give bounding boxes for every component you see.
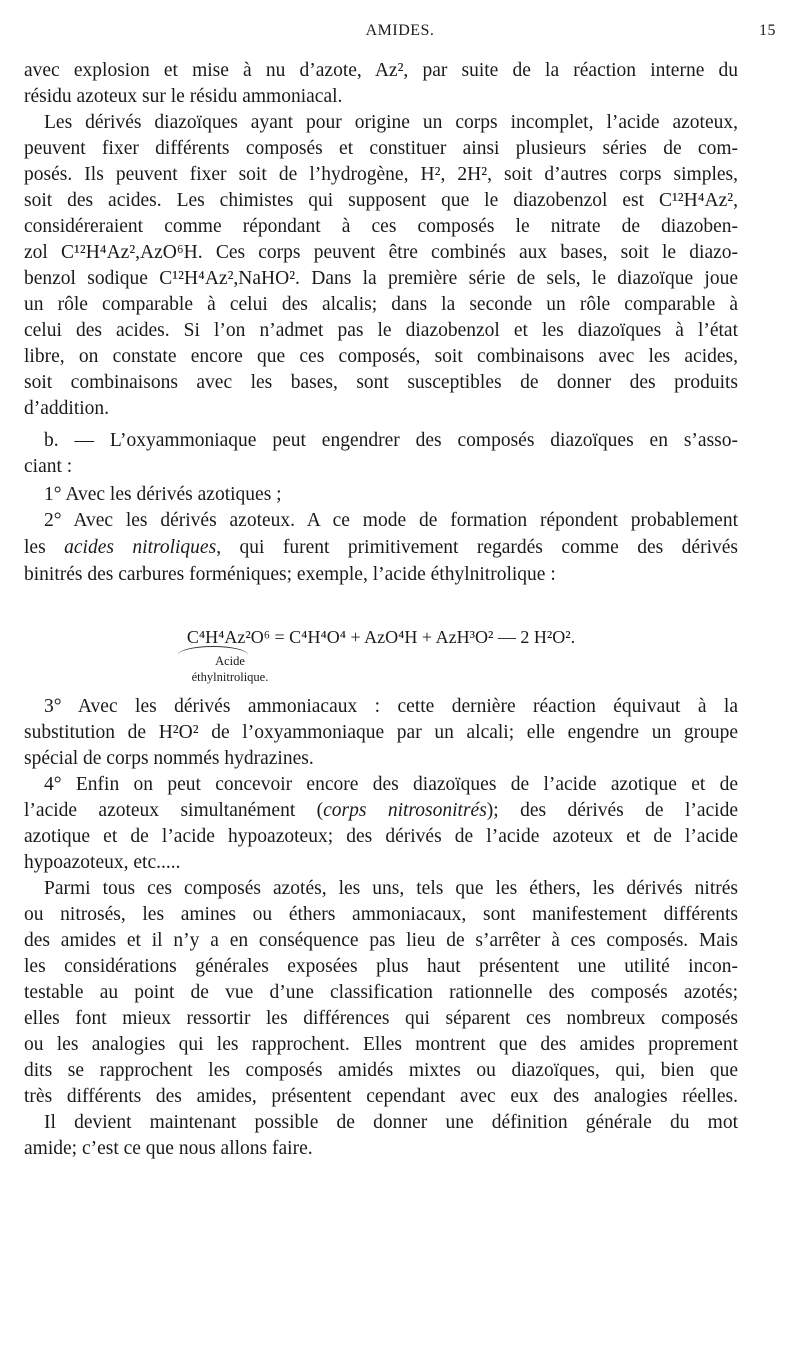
text-line: celui des acides. Si l’on n’admet pas le diazobenzol et les diazoïques à l’état — [24, 320, 738, 341]
text-line: azotique et de l’acide hypoazoteux; des dérivés de l’acide azoteux et de l’acide — [24, 826, 738, 847]
running-header — [24, 22, 776, 42]
chemical-equation: C⁴H⁴Az²O⁶ = C⁴H⁴O⁴ + AzO⁴H + AzH³O² — 2 H²O². — [186, 627, 576, 647]
text-line: soit des acides. Les chimistes qui supposent que le diazobenzol est C¹²H⁴Az², — [24, 190, 738, 211]
text-line: posés. Ils peuvent fixer soit de l’hydrogène, H², 2H², soit d’autres corps simples, — [24, 164, 738, 185]
text-line: hypoazoteux, etc..... — [24, 852, 181, 873]
text-line: avec explosion et mise à nu d’azote, Az², par suite de la réaction interne du — [24, 60, 738, 81]
text-line: testable au point de vue d’une classification rationnelle des composés azotés; — [24, 982, 738, 1003]
italic-term: corps nitrosonitrés — [323, 800, 487, 821]
text-line: considéreraient comme répondant à ces composés le nitrate de diazoben- — [24, 216, 738, 237]
equation-label: Acide éthylnitrolique. — [191, 654, 269, 684]
running-title: AMIDES. — [365, 22, 435, 39]
text-line: l’acide azoteux simultanément (corps nitrosonitrés); des dérivés de l’acide — [24, 800, 738, 821]
text-line: dits se rapprochent les composés amidés mixtes ou diazoïques, qui, bien que — [24, 1060, 738, 1081]
page-number: 15 — [759, 22, 776, 39]
text-line: des amides et il n’y a en conséquence pas lieu de s’arrêter à ces composés. Mais — [24, 930, 738, 951]
text-line: un rôle comparable à celui des alcalis; dans la seconde un rôle comparable à — [24, 294, 738, 315]
text-line: ou nitrosés, les amines ou éthers ammoniacaux, sont manifestement différents — [24, 904, 738, 925]
text-line: très différents des amides, présentent cependant avec eux des analogies réelles. — [24, 1086, 738, 1107]
text-line: résidu azoteux sur le résidu ammoniacal. — [24, 86, 343, 107]
text-line: soit combinaisons avec les bases, sont susceptibles de donner des produits — [24, 372, 738, 393]
text-line: 4° Enfin on peut concevoir encore des diazoïques de l’acide azotique et de — [44, 774, 738, 795]
text-line: substitution de H²O² de l’oxyammoniaque par un alcali; elle engendre un groupe — [24, 722, 738, 743]
text-line: ciant : — [24, 456, 73, 477]
text-line: les considérations générales exposées plus haut présentent une utilité incon- — [24, 956, 738, 977]
text-line: amide; c’est ce que nous allons faire. — [24, 1138, 313, 1159]
text-line: ou les analogies qui les rapprochent. Elles montrent que des amides proprement — [24, 1034, 738, 1055]
text-line: elles font mieux ressortir les différences qui séparent ces nombreux composés — [24, 1008, 738, 1029]
text-line: les acides nitroliques, qui furent primitivement regardés comme des dérivés — [24, 537, 738, 558]
text-line: benzol sodique C¹²H⁴Az²,NaHO². Dans la première série de sels, le diazoïque joue — [24, 268, 738, 289]
text-line: 3° Avec les dérivés ammoniacaux : cette dernière réaction équivaut à la — [44, 696, 738, 717]
text-line: spécial de corps nommés hydrazines. — [24, 748, 314, 769]
text-line: peuvent fixer différents composés et constituer ainsi plusieurs séries de com- — [24, 138, 738, 159]
text-line: 2° Avec les dérivés azoteux. A ce mode de formation répondent probablement — [44, 510, 738, 531]
text-line: Les dérivés diazoïques ayant pour origine un corps incomplet, l’acide azoteux, — [44, 112, 738, 133]
text-line: Parmi tous ces composés azotés, les uns, tels que les éthers, les dérivés nitrés — [44, 878, 738, 899]
text-line: binitrés des carbures forméniques; exemple, l’acide éthylnitrolique : — [24, 564, 556, 585]
text-line: Il devient maintenant possible de donner une définition générale du mot — [44, 1112, 738, 1133]
text-line: d’addition. — [24, 398, 110, 419]
text-line: libre, on constate encore que ces composés, soit combinaisons avec les acides, — [24, 346, 738, 367]
text-line: b. — L’oxyammoniaque peut engendrer des composés diazoïques en s’asso- — [44, 430, 738, 451]
text-line: 1° Avec les dérivés azotiques ; — [44, 484, 282, 505]
italic-term: acides nitroliques — [64, 537, 217, 558]
text-line: zol C¹²H⁴Az²,AzO⁶H. Ces corps peuvent être combinés aux bases, soit le diazo- — [24, 242, 738, 263]
